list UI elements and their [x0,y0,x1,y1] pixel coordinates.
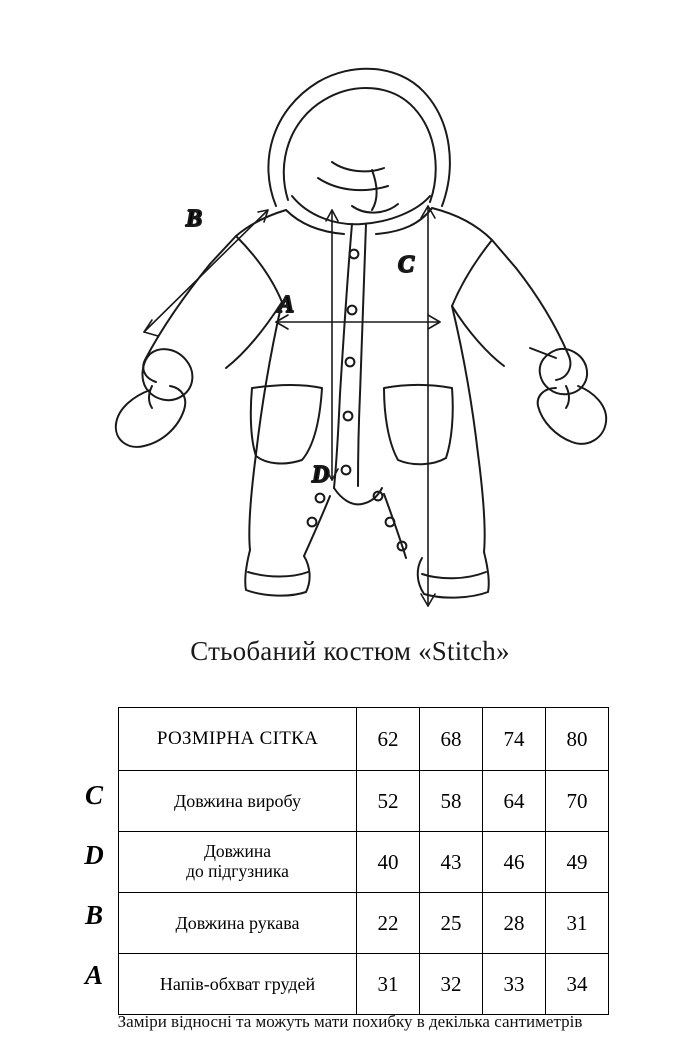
row-1-value-68: 43 [420,832,483,893]
row-2-value-62: 22 [357,893,420,954]
inseam-top [334,488,382,504]
row-3-value-68: 32 [420,954,483,1015]
row-3-value-80: 34 [546,954,609,1015]
diagram-letter-c: C [398,252,415,278]
measurement-disclaimer: Заміри відносні та можуть мати похибку в декілька сантиметрів [117,1012,583,1031]
row-label-length-to-diaper [119,832,357,893]
row-1-value-80: 49 [546,832,609,893]
page-title: Стьобаний костюм «Stitch» [190,636,510,666]
measure-b-line [144,210,268,332]
right-mitten [538,386,606,444]
snap-1 [350,250,359,259]
right-sleeve-inner-bottom [452,306,504,366]
row-letter-c: C [84,780,103,810]
left-foot-line [248,572,308,577]
inseam-left [304,496,330,556]
left-pocket [251,385,322,463]
front-placket-left [334,224,352,488]
product-illustration [0,10,700,630]
left-sleeve-inner-top [236,236,282,302]
row-letter-d: D [84,840,104,870]
row-2-value-80: 31 [546,893,609,954]
face-line-1 [318,178,388,190]
right-sleeve-outer [516,268,570,380]
crotch-snap-1 [316,494,325,503]
row-letter-b: B [84,900,103,930]
snap-5 [342,466,351,475]
snap-4 [344,412,353,421]
diagram-letter-b: B [186,206,203,232]
table-row [119,832,609,893]
row-0-value-80: 70 [546,771,609,832]
snap-3 [346,358,355,367]
table-row [119,893,609,954]
left-mitten [116,386,185,447]
row-label-chest-half-girth: Напів-обхват грудей [119,954,357,1015]
row-0-value-74: 64 [483,771,546,832]
row-label-sleeve-length: Довжина рукава [119,893,357,954]
diagram-letter-a: A [278,292,295,318]
size-table-wrap [118,707,608,1015]
measure-b-arrow-start [144,320,158,336]
header-size-80: 80 [546,708,609,771]
row-letter-a: A [84,960,103,990]
hood-outline [268,69,449,206]
front-placket-right [358,224,366,486]
row-0-value-68: 58 [420,771,483,832]
header-size-grid-label: РОЗМІРНА СІТКА [119,708,357,771]
right-mitten-line [566,386,569,408]
row-3-value-62: 31 [357,954,420,1015]
right-foot-line [422,572,486,578]
row-0-value-62: 52 [357,771,420,832]
header-size-62: 62 [357,708,420,771]
header-size-74: 74 [483,708,546,771]
header-size-68: 68 [420,708,483,771]
diagram-letter-d: D [312,462,330,488]
row-1-value-62: 40 [357,832,420,893]
table-row [119,771,609,832]
row-label-product-length: Довжина виробу [119,771,357,832]
right-cuff-strap [530,348,556,358]
hood-inner-line [284,88,436,202]
row-2-value-68: 25 [420,893,483,954]
row-2-value-74: 28 [483,893,546,954]
row-1-label-line2: до підгузника [186,861,289,881]
face-line-2 [332,162,384,171]
row-1-label-line1: Довжина [203,841,272,862]
right-pocket [384,385,453,464]
row-1-value-74: 46 [483,832,546,893]
right-sleeve-inner-top [452,240,492,306]
crotch-snap-2 [308,518,317,527]
snap-2 [348,306,357,315]
left-sleeve-inner-bottom [226,302,282,368]
size-table [118,707,609,1015]
table-row [119,954,609,1015]
row-3-value-74: 33 [483,954,546,1015]
right-shoulder [432,208,516,268]
table-header-row [119,708,609,771]
